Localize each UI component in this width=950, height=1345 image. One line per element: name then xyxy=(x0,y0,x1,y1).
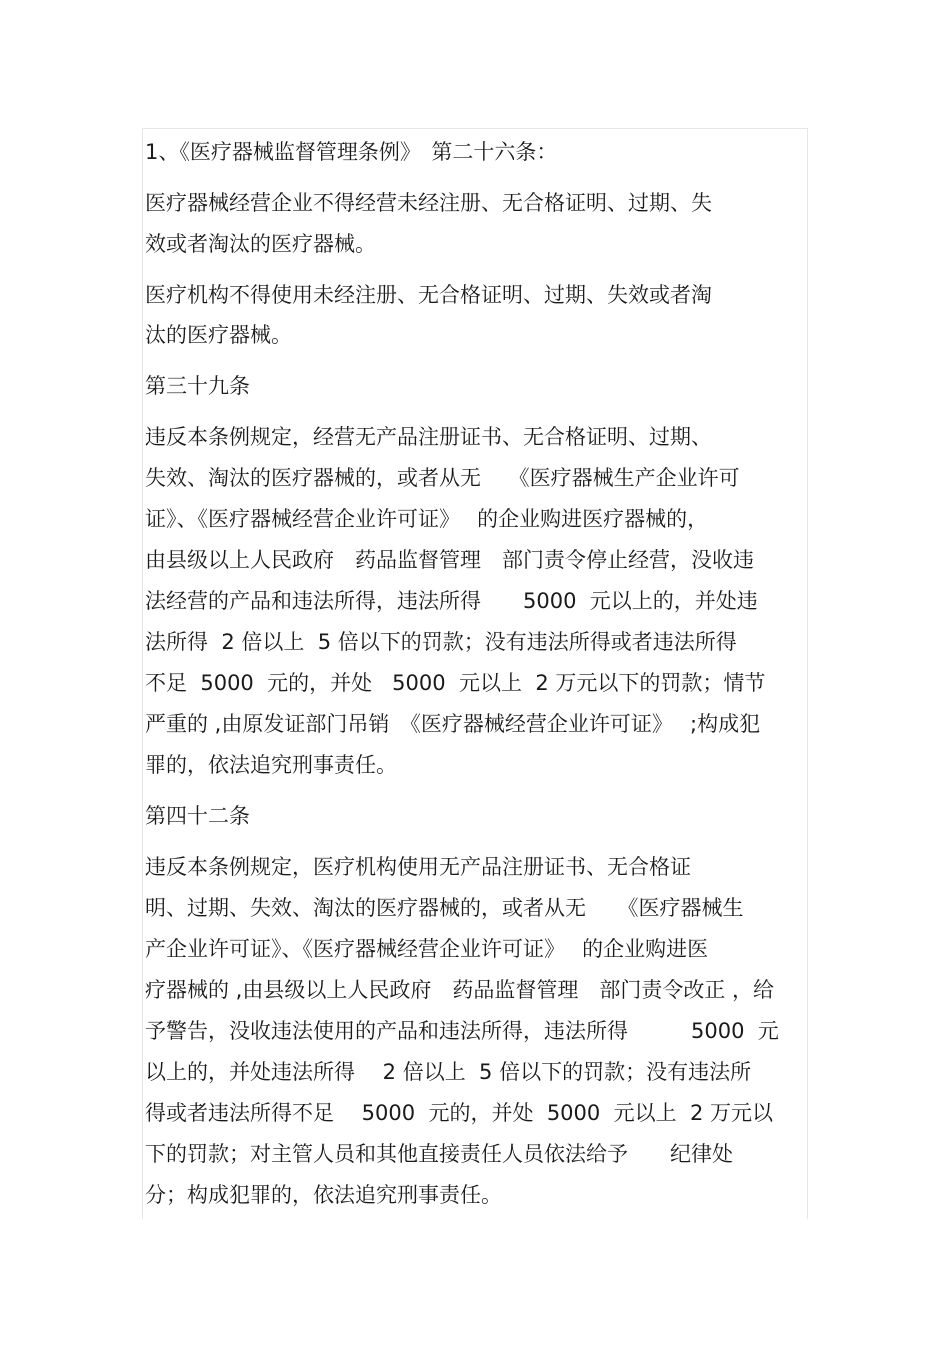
paragraph-line: 不足 5000 元的，并处 5000 元以上 2 万元以下的罚款；情节 xyxy=(145,671,766,695)
paragraph-line: 失效、淘汰的医疗器械的，或者从无 《医疗器械生产企业许可 xyxy=(145,466,740,490)
paragraph-line: 法经营的产品和违法所得，违法所得 5000 元以上的，并处违 xyxy=(145,589,758,613)
paragraph-line: 明、过期、失效、淘汰的医疗器械的，或者从无 《医疗器械生 xyxy=(145,896,744,920)
paragraph-line: 下的罚款；对主管人员和其他直接责任人员依法给予 纪律处 xyxy=(145,1142,733,1166)
paragraph-line: 证》、《医疗器械经营企业许可证》 的企业购进医疗器械的， xyxy=(145,507,709,531)
paragraph-line: 法所得 2 倍以上 5 倍以下的罚款；没有违法所得或者违法所得 xyxy=(145,630,737,654)
paragraph-line: 医疗器械经营企业不得经营未经注册、无合格证明、过期、失 xyxy=(145,191,712,215)
paragraph-line: 违反本条例规定，经营无产品注册证书、无合格证明、过期、 xyxy=(145,425,712,449)
paragraph-line: 罪的，依法追究刑事责任。 xyxy=(145,753,397,777)
paragraph-line: 分；构成犯罪的，依法追究刑事责任。 xyxy=(145,1183,502,1207)
paragraph-line: 医疗机构不得使用未经注册、无合格证明、过期、失效或者淘 xyxy=(145,283,712,307)
paragraph-line: 汰的医疗器械。 xyxy=(145,323,292,347)
paragraph-line: 以上的，并处违法所得 2 倍以上 5 倍以下的罚款；没有违法所 xyxy=(145,1060,752,1084)
paragraph-line: 效或者淘汰的医疗器械。 xyxy=(145,232,376,256)
heading-article-42: 第四十二条 xyxy=(145,804,250,828)
paragraph-line: 由县级以上人民政府 药品监督管理 部门责令停止经营，没收违 xyxy=(145,548,754,572)
paragraph-line: 予警告，没收违法使用的产品和违法所得，违法所得 5000 元 xyxy=(145,1019,779,1043)
paragraph-line: 得或者违法所得不足 5000 元的，并处 5000 元以上 2 万元以 xyxy=(145,1101,773,1125)
heading-article-26: 1、《医疗器械监督管理条例》 第二十六条： xyxy=(145,140,558,164)
heading-article-39: 第三十九条 xyxy=(145,374,250,398)
paragraph-line: 疗器械的 ,由县级以上人民政府 药品监督管理 部门责令改正 ，给 xyxy=(145,978,775,1002)
paragraph-line: 产企业许可证》、《医疗器械经营企业许可证》 的企业购进医 xyxy=(145,937,709,961)
paragraph-line: 违反本条例规定，医疗机构使用无产品注册证书、无合格证 xyxy=(145,855,691,879)
paragraph-line: 严重的 ,由原发证部门吊销 《医疗器械经营企业许可证》 ;构成犯 xyxy=(145,712,761,736)
